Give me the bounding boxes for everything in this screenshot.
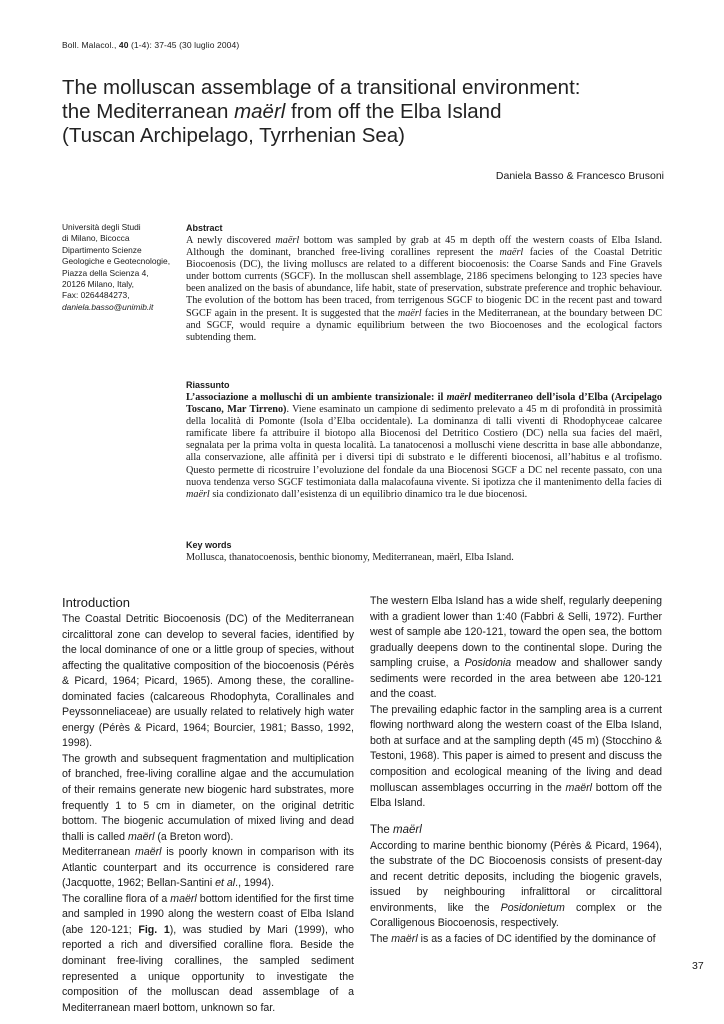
affiliation-line: Geologiche e Geotecnologie, xyxy=(62,256,171,267)
figure-reference[interactable]: Fig. 1 xyxy=(138,923,170,936)
journal-volume: 40 xyxy=(118,40,129,50)
maerl-section-heading: The maërl xyxy=(370,823,422,836)
author-names: Daniela Basso & Francesco Brusoni xyxy=(495,170,664,182)
body-column-left xyxy=(62,594,354,1016)
affiliation-line: Dipartimento Scienze xyxy=(62,244,142,255)
author-affiliation xyxy=(62,222,174,313)
keywords-heading: Key words xyxy=(186,540,232,550)
affiliation-line: 20126 Milano, Italy, xyxy=(62,279,135,290)
introduction-heading: Introduction xyxy=(62,595,130,610)
journal-citation: Boll. Malacol., 40 (1-4): 37-45 (30 luglio 2004) xyxy=(62,40,240,50)
paper-title: The molluscan assemblage of a transitional environment: the Mediterranean maërl from off the Elba Island (Tuscan Archipelago, Tyrrhenian Sea) xyxy=(62,76,581,147)
affiliation-line: Fax: 0264484273, xyxy=(62,290,130,301)
author-email[interactable]: daniela.basso@unimib.it xyxy=(62,301,154,312)
body-paragraph: The prevailing edaphic factor in the sampling area is a current flowing northward along the western coast of the Elba Island, both at surface and at the sampling depth (45 m) (Stocchino & Testoni, 1968). This paper is aimed to present and discuss the composition and ecological meaning of the living and dead molluscan assemblages occurring in the maërl bottom off the Elba Island. xyxy=(370,703,663,810)
body-column-right xyxy=(370,594,662,947)
abstract-text: A newly discovered maërl bottom was sampled by grab at 45 m depth off the western coasts of Elba Island. Although the dominant, branched free-living corallines represent the maërl facies of the Coastal Detritic Biocoenosis (DC), the living molluscs are related to a different biocoenosis: the Coarse Sands and Fine Gravels under bottom currents (SGCF). In the molluscan shell assemblage, 2186 specimens belonging to 123 species have been analized on the basis of abundance, life habit, state of preservation, substrate preference and trophic behaviour. The evolution of the bottom has been traced, from terrigenous SGCF to biogenic DC in the recent past and toward SGCF again in the present. It is suggested that the maërl facies in the Mediterranean, at the boundary between DC and SGCF, would require a dynamic equilibrium between the two Biocoenoses and the ecological factors subtending them. xyxy=(186,235,663,343)
keywords-text: Mollusca, thanatocoenosis, benthic bionomy, Mediterranean, maërl, Elba Island. xyxy=(186,552,514,563)
page-number: 37 xyxy=(692,960,704,972)
body-paragraph: The maërl is as a facies of DC identified by the dominance of xyxy=(370,932,656,945)
affiliation-line: Piazza della Scienza 4, xyxy=(62,267,149,278)
abstract-heading: Abstract xyxy=(186,223,223,233)
body-paragraph: The growth and subsequent fragmentation and multiplication of branched, free-living coralline algae and the accumulation of their remains generate new biogenic hard substrates, more frequently 1 to 5 cm in diameter, on the original detritic bottom. The biogenic accumulation of mixed living and dead thalli is called maërl (a Breton word). xyxy=(62,752,354,843)
abstract-section xyxy=(186,222,662,344)
affiliation-line: Università degli Studi xyxy=(62,222,141,232)
riassunto-heading: Riassunto xyxy=(186,380,230,390)
affiliation-line: di Milano, Bicocca xyxy=(62,233,130,244)
body-paragraph: According to marine benthic bionomy (Pérès & Picard, 1964), the substrate of the DC Biocoenosis consists of present-day and recent detritic deposits, including the biogenic gravels, issued by neighbouring infralittoral or circalittoral environments, like the Posidonietum complex or the Coralligenous Biocoenosis, respectively. xyxy=(370,839,662,930)
body-paragraph: The Coastal Detritic Biocoenosis (DC) of the Mediterranean circalittoral zone can develop to several facies, identified by the local dominance of one or a little group of species, without affecting the qualitative composition of the biocoenosis (Pérès & Picard, 1964; Picard, 1965). Among these, the coralline-dominated facies (calcareous Rhodophyta, Corallinales and Peyssonneliaceae) are usually related to relatively high water energy (Pérès & Picard, 1964; Bourcier, 1981; Basso, 1992, 1998). xyxy=(62,613,354,750)
body-paragraph: The coralline flora of a maërl bottom identified for the first time and sampled in 1990 along the western coast of Elba Island (abe 120-121; Fig. 1), was studied by Mari (1999), who reported a rich and diversified coralline flora. Beside the dominant free-living corallines, the sampled sediment represented a unique opportunity to investigate the composition of the molluscan dead assemblage of a Mediterranean maerl bottom, unknown so far. xyxy=(62,892,354,1014)
body-paragraph: Mediterranean maërl is poorly known in comparison with its Atlantic counterpart and its occurrence is considered rare (Jacquotte, 1962; Bellan-Santini et al., 1994). xyxy=(62,846,354,890)
body-paragraph: The western Elba Island has a wide shelf, regularly deepening with a gradient lower than 1:40 (Fabbri & Selli, 1972). Further west of sample abe 120-121, toward the open sea, the bottom gradually deepens down to the continental slope. During the sampling cruise, a Posidonia meadow and shallower sandy sediments were recorded in the area between abe 120-121 and the coast. xyxy=(370,595,662,701)
keywords-section xyxy=(186,539,662,564)
riassunto-text: L’associazione a molluschi di un ambiente transizionale: il maërl mediterraneo dell’isola d’Elba (Arcipelago Toscano, Mar Tirreno). Viene esaminato un campione di sedimento prelevato a 45 m di profondità in prossimità della località di Pomonte (Isola d’Elba occidentale). La dominanza di talli viventi di Rhodophyceae calcaree ramificate libere fa attribuire il biotopo alla Biocenosi del Detritico Costiero (DC) nella sua facies del maërl, segnalata per la prima volta in questa località. La tanatocenosi a molluschi viene descritta in base alle abbondanze, alla conservazione, alle affinità per i diversi tipi di substrato e le differenti biocenosi, all’habitus e al trofismo. Questo permette di ricostruire l’evoluzione del fondale da una Biocenosi SGCF a DC nel recente passato, con una nuova tendenza verso SGCF testimoniata dalla malacofauna vivente. Si ipotizza che il mantenimento della facies di maërl sia condizionato dall’esistenza di un equilibrio dinamico tra le due biocenosi. xyxy=(186,392,662,500)
riassunto-section xyxy=(186,379,662,501)
